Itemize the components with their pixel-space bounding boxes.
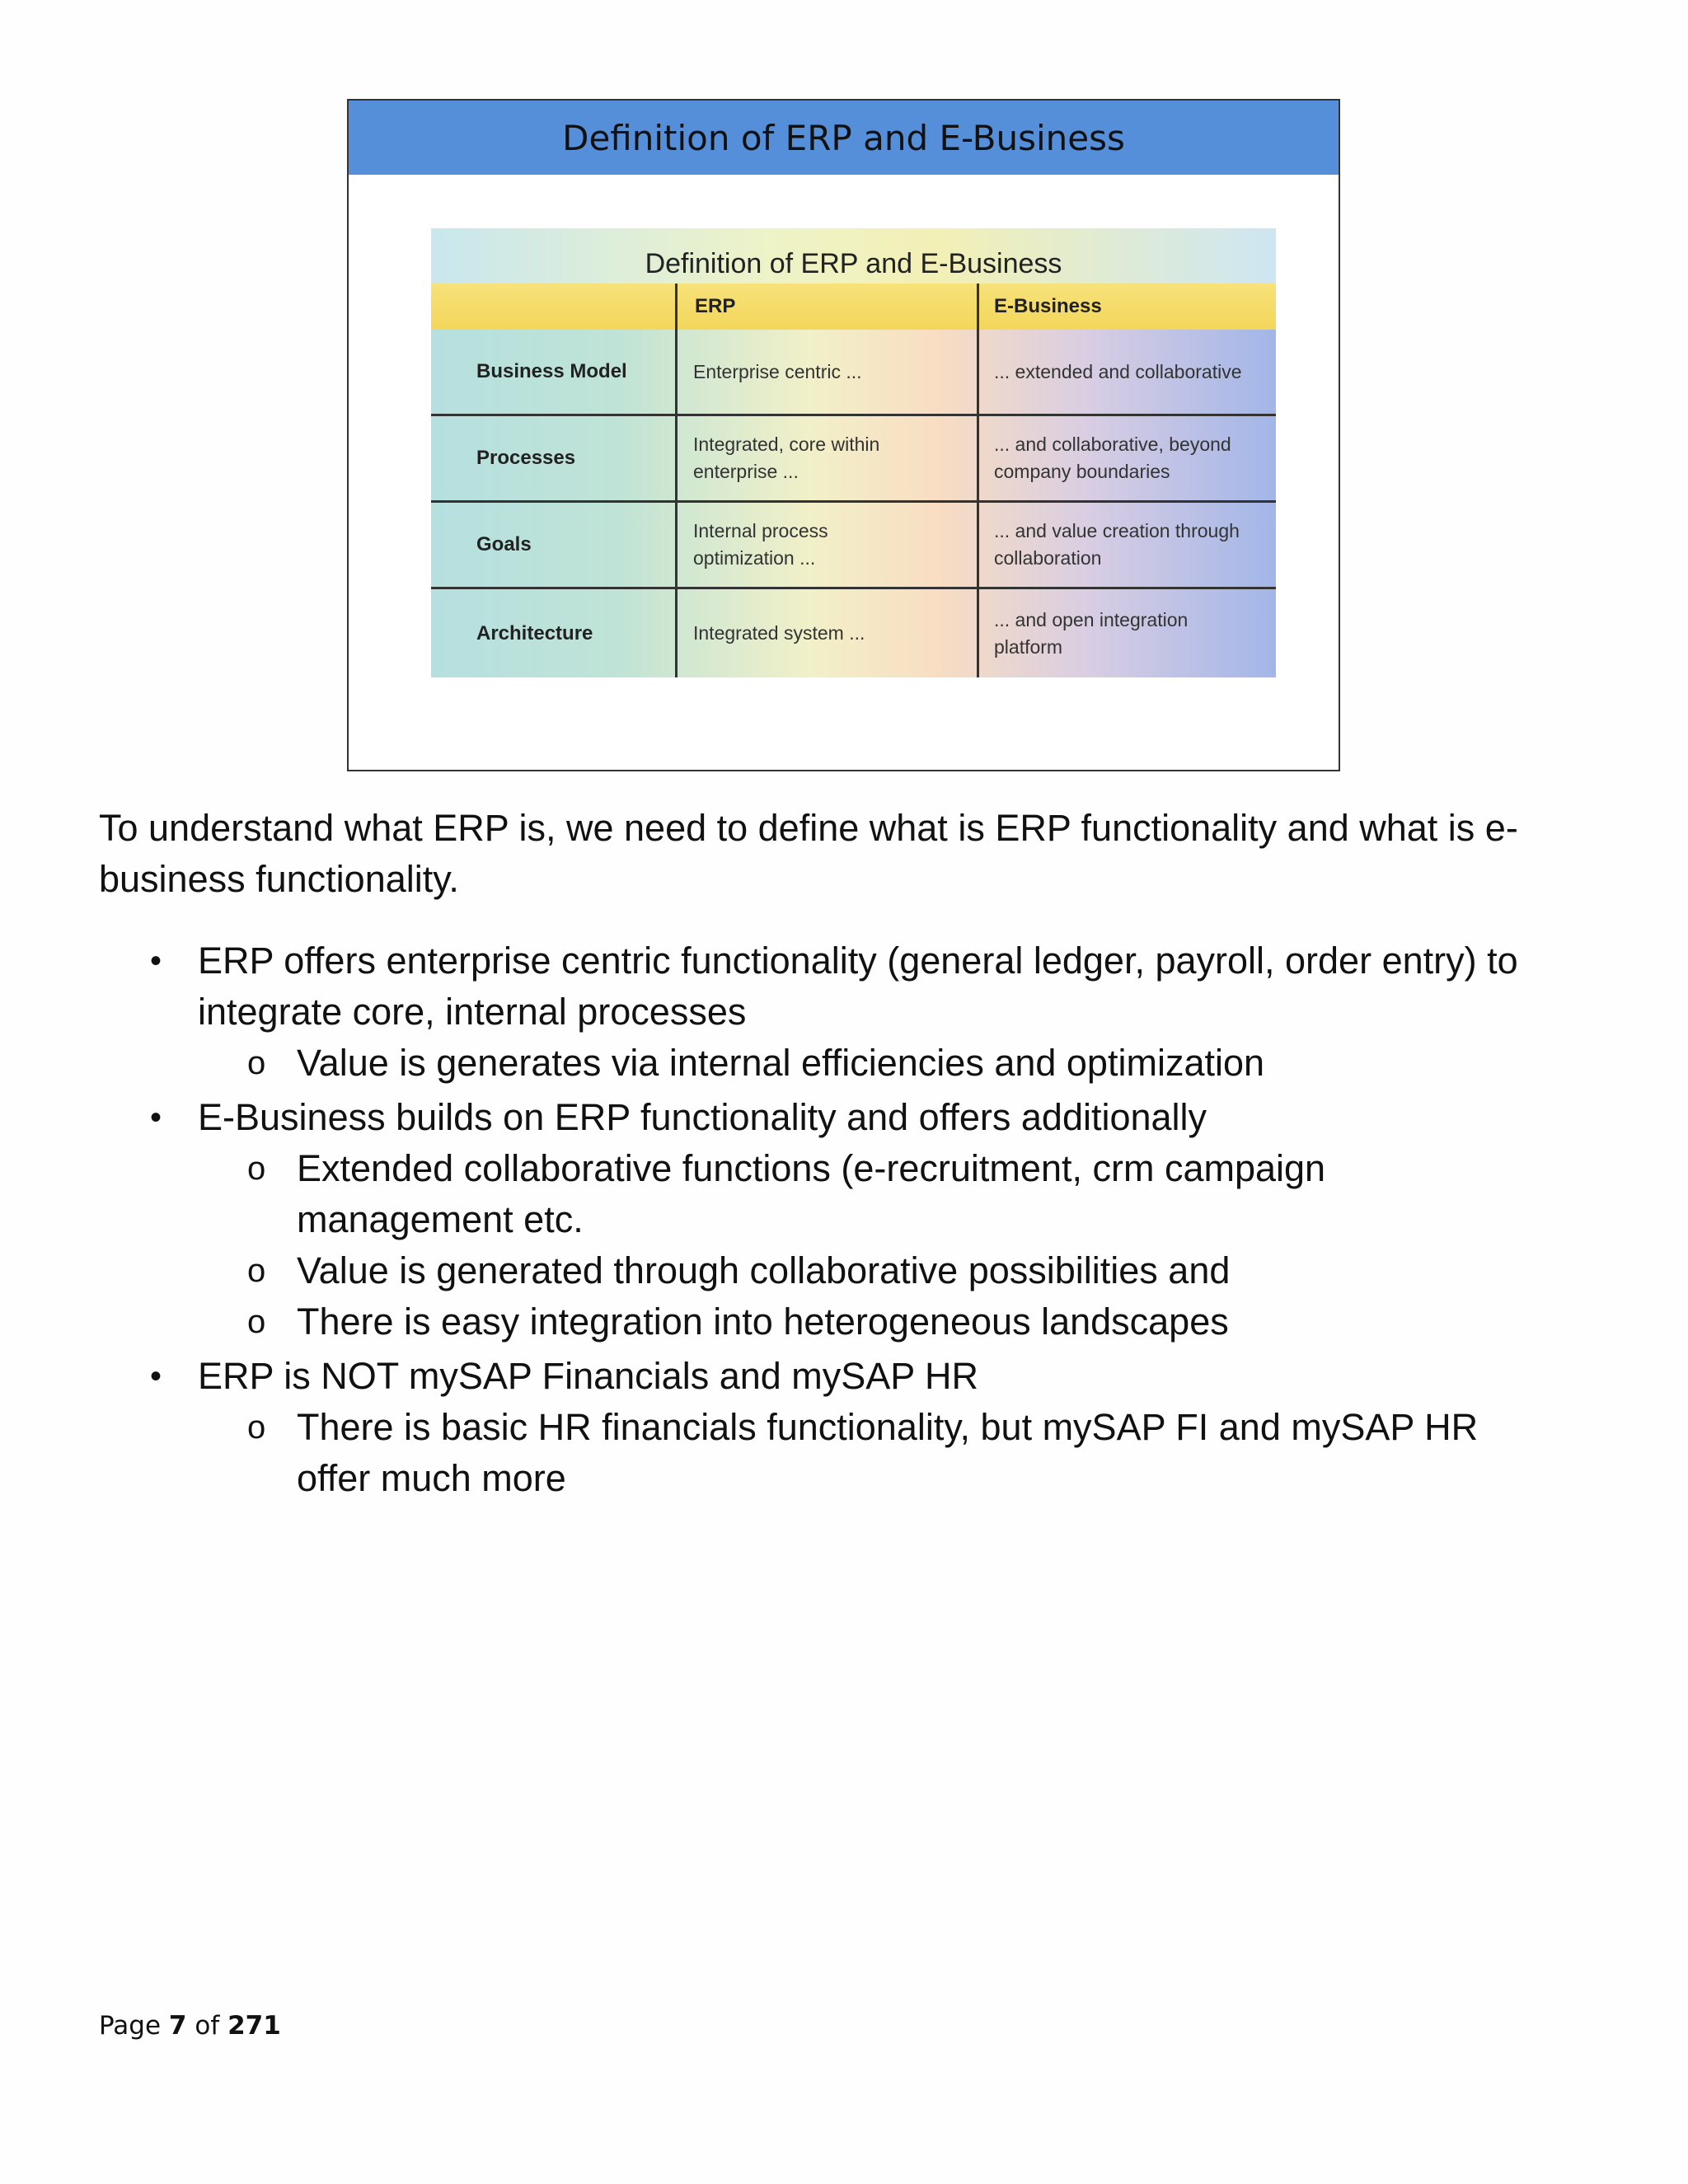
row-label: Architecture — [476, 621, 593, 644]
intro-paragraph — [99, 803, 1599, 905]
circle-bullet-marker: o — [247, 1253, 266, 1289]
slide-title: Definition of ERP and E-Business — [562, 117, 1125, 158]
total-pages: 271 — [227, 2011, 281, 2041]
circle-bullet-marker: o — [247, 1304, 266, 1340]
sub-list-item — [99, 1245, 1599, 1296]
row-label: Processes — [476, 447, 576, 469]
table-cell-erp: Enterprise centric ... — [693, 360, 862, 382]
column-header-erp: ERP — [695, 295, 736, 317]
page-prefix: Page — [99, 2011, 162, 2041]
list-item-text: Value is generates via internal efficiencies and optimization — [297, 1042, 1265, 1084]
list-item-text: offer much more — [297, 1457, 566, 1499]
table-header-row — [431, 284, 1276, 330]
column-divider — [675, 284, 678, 677]
list-item — [99, 1092, 1599, 1143]
row-label: Business Model — [476, 360, 627, 382]
table-cell-ebusiness: ... and open integration platform — [994, 608, 1189, 658]
list-item-text: integrate core, internal processes — [198, 991, 747, 1033]
current-page: 7 — [168, 2011, 187, 2041]
bullet-list — [99, 935, 1599, 1504]
row-label: Goals — [476, 533, 532, 555]
sub-list-item — [99, 1402, 1599, 1504]
list-item-text: Extended collaborative functions (e-recruitment, crm campaign — [297, 1147, 1326, 1189]
list-item-text: E-Business builds on ERP functionality and offers additionally — [198, 1096, 1207, 1138]
circle-bullet-marker: o — [247, 1045, 266, 1081]
list-item — [99, 1351, 1599, 1402]
page-number — [99, 2011, 281, 2041]
table-cell-ebusiness: ... and collaborative, beyond company boundaries — [994, 434, 1231, 482]
table-cell-erp: Internal process optimization ... — [693, 520, 828, 569]
sub-list-item — [99, 1038, 1599, 1089]
page-of: of — [195, 2011, 220, 2041]
table-cell-ebusiness: ... and value creation through collaboration — [994, 520, 1240, 569]
list-item-text: management etc. — [297, 1198, 584, 1240]
column-divider — [977, 284, 979, 677]
bullet-marker: • — [150, 1358, 162, 1394]
definition-table — [431, 228, 1276, 677]
table-cell-erp: Integrated system ... — [693, 622, 865, 644]
list-item-text: There is easy integration into heterogeneous landscapes — [297, 1301, 1229, 1343]
sub-list-item — [99, 1296, 1599, 1347]
circle-bullet-marker: o — [247, 1151, 266, 1187]
sub-list-item — [99, 1143, 1599, 1245]
list-item-text: Value is generated through collaborative possibilities and — [297, 1249, 1231, 1291]
column-header-ebusiness: E-Business — [994, 295, 1102, 317]
bullet-marker: • — [150, 1099, 162, 1136]
table-caption: Definition of ERP and E-Business — [645, 248, 1062, 279]
list-item — [99, 935, 1599, 1038]
table-cell-erp: Integrated, core within enterprise ... — [693, 434, 880, 482]
table-cell-ebusiness: ... extended and collaborative — [994, 360, 1242, 382]
bullet-marker: • — [150, 943, 162, 979]
list-item-text: There is basic HR financials functionality, but mySAP FI and mySAP HR — [297, 1406, 1479, 1448]
list-item-text: ERP is NOT mySAP Financials and mySAP HR — [198, 1355, 978, 1397]
intro-line: To understand what ERP is, we need to define what is ERP functionality and what is e- — [99, 807, 1518, 849]
circle-bullet-marker: o — [247, 1409, 266, 1446]
list-item-text: ERP offers enterprise centric functionality (general ledger, payroll, order entry) to — [198, 940, 1518, 982]
intro-line: business functionality. — [99, 858, 459, 900]
slide-header — [349, 101, 1339, 175]
slide-image — [347, 99, 1340, 771]
